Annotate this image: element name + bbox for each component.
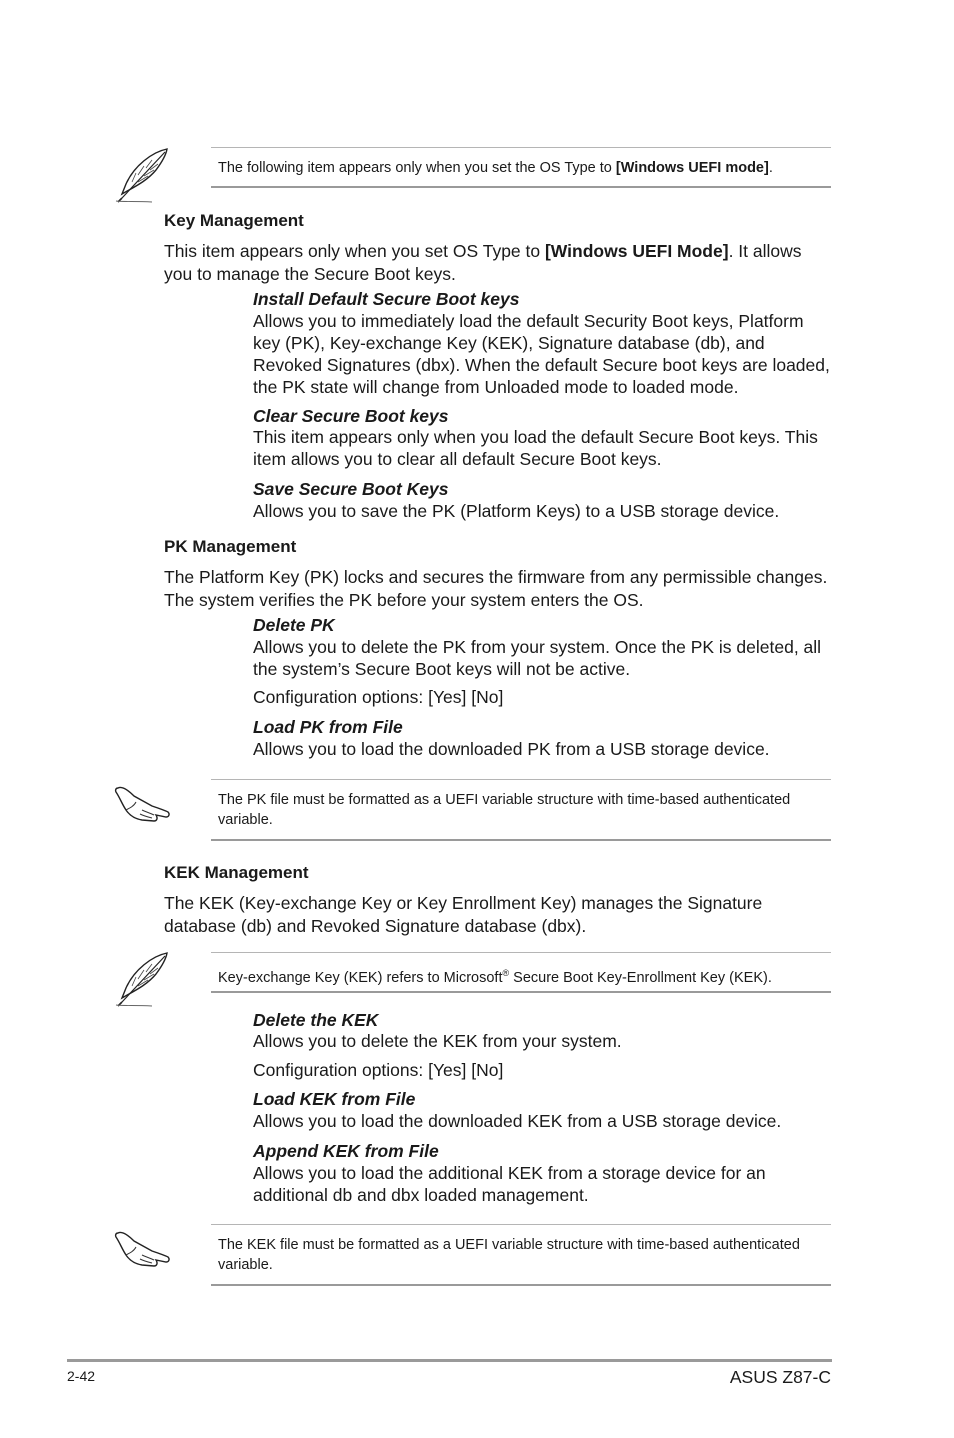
page-number: 2-42 [67,1368,96,1384]
feather-pen-icon [112,146,174,204]
note-text-part: The following item appears only when you set the OS Type to [218,160,616,176]
config-options: Configuration options: [Yes] [No] [253,1060,504,1080]
feather-pen-icon [112,950,174,1008]
item-title: Clear Secure Boot keys [253,406,449,426]
item-description: Allows you to delete the KEK from your system. [253,1031,622,1051]
note-box [211,147,831,188]
config-options: Configuration options: [Yes] [No] [253,687,504,707]
pointing-hand-icon [112,1225,174,1269]
footer-divider [67,1359,832,1362]
desc-part: This item appears only when you set OS Type to [164,241,545,261]
note-box [211,1224,831,1286]
item-description: Allows you to save the PK (Platform Keys) to a USB storage device. [253,501,780,521]
note-box [211,952,831,993]
note-box [211,779,831,841]
desc-bold: [Windows UEFI Mode] [544,241,729,261]
note-text [218,963,827,988]
item-description: Allows you to load the downloaded KEK from a USB storage device. [253,1111,782,1131]
item-title: Delete PK [253,615,335,635]
section-heading: Key Management [164,211,304,230]
item-description: Allows you to load the downloaded PK from a USB storage device. [253,739,770,759]
section-description: The Platform Key (PK) locks and secures the firmware from any permissible changes. The system verifies the PK before your system enters the OS. [164,567,828,610]
item-description: Allows you to delete the PK from your system. Once the PK is deleted, all the system’s Secure Boot keys will not be active. [253,637,822,679]
section-description [164,240,834,285]
item-description: Allows you to immediately load the default Security Boot keys, Platform key (PK), Key-exchange Key (KEK), Signature database (db), and Revoked Signatures (dbx). When the default Secure boot keys are loaded, the PK state will change from Unloaded mode to loaded mode. [253,311,830,397]
note-text-part: . [768,160,773,176]
note-text-part: Key-exchange Key (KEK) refers to Microsoft [218,969,503,986]
product-model: ASUS Z87-C [729,1367,831,1387]
section-description: The KEK (Key-exchange Key or Key Enrollment Key) manages the Signature database (db) and Revoked Signature database (dbx). [164,893,763,936]
item-title: Load PK from File [253,717,403,737]
item-title: Load KEK from File [253,1089,416,1109]
registered-mark: ® [502,968,510,978]
item-title: Install Default Secure Boot keys [253,289,520,309]
note-text: The KEK file must be formatted as a UEFI variable structure with time-based authenticated variable. [218,1237,800,1273]
item-description: This item appears only when you load the default Secure Boot keys. This item allows you to clear all default Secure Boot keys. [253,427,818,469]
pointing-hand-icon [112,780,174,824]
item-description: Allows you to load the additional KEK from a storage device for an additional db and dbx loaded management. [253,1163,766,1205]
desc-part: . It allows you to manage the Secure Boot keys. [164,241,802,284]
note-text: The PK file must be formatted as a UEFI variable structure with time-based authenticated variable. [218,792,791,828]
item-title: Append KEK from File [253,1141,439,1161]
section-heading: KEK Management [164,863,309,882]
note-text-bold: [Windows UEFI mode] [615,160,769,176]
note-text-part: Secure Boot Key-Enrollment Key (KEK). [509,969,772,986]
section-heading: PK Management [164,537,297,556]
item-title: Save Secure Boot Keys [253,479,449,499]
note-text [218,158,827,178]
item-title: Delete the KEK [253,1010,379,1030]
